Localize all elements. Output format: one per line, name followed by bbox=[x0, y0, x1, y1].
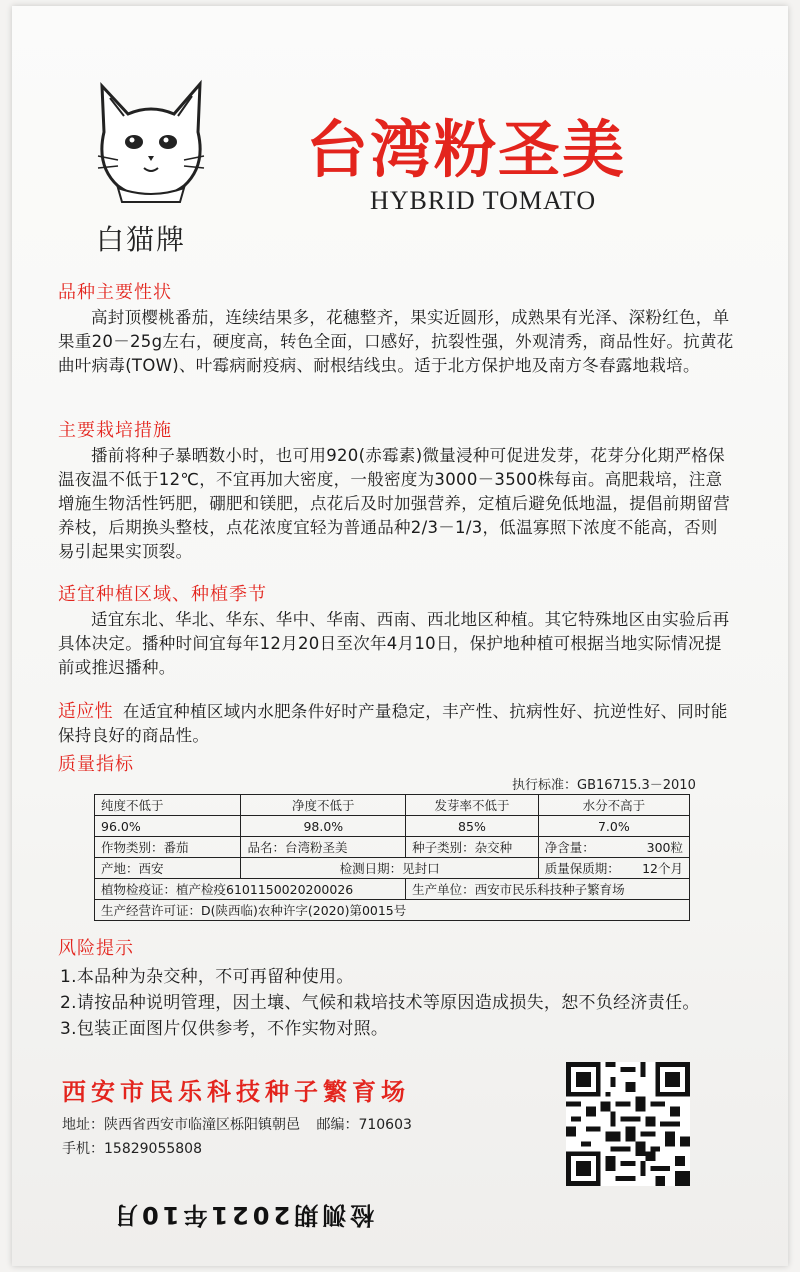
production-license: 生产经营许可证：D(陕西临)农种许字(2020)第0015号 bbox=[95, 900, 690, 921]
adaptability-paragraph bbox=[58, 700, 734, 748]
product-title: 台湾粉圣美 bbox=[306, 113, 627, 186]
table-row bbox=[95, 816, 690, 837]
qr-code-icon bbox=[566, 1062, 690, 1186]
value-moisture: 7.0% bbox=[538, 816, 689, 837]
shelf-life-value: 12个月 bbox=[642, 861, 683, 876]
product-subtitle: HYBRID TOMATO bbox=[370, 186, 597, 215]
brand-name: 白猫牌 bbox=[96, 223, 187, 256]
header-moisture: 水分不高于 bbox=[538, 795, 689, 816]
test-period-stamp: 检测期2021年10月 bbox=[110, 1201, 375, 1229]
white-cat-logo-icon bbox=[88, 76, 214, 206]
quality-table bbox=[94, 794, 690, 921]
value-cleanliness: 98.0% bbox=[241, 816, 406, 837]
net-content-label: 净含量： bbox=[544, 840, 595, 855]
section-title-risk: 风险提示 bbox=[58, 938, 134, 959]
region-text: 适宜东北、华北、华东、华中、华南、西南、西北地区种植。其它特殊地区由实验后再具体决定。播种时间宜每年12月20日至次年4月10日，保护地种植可根据当地实际情况提前或推迟播种。 bbox=[58, 610, 730, 677]
table-row bbox=[95, 795, 690, 816]
postcode: 邮编：710603 bbox=[316, 1117, 412, 1133]
table-row bbox=[95, 837, 690, 858]
address-line bbox=[62, 1114, 412, 1134]
table-row bbox=[95, 858, 690, 879]
seed-type: 种子类别：杂交种 bbox=[406, 837, 539, 858]
quarantine-cert: 植物检疫证：植产检疫6101150020200026 bbox=[95, 879, 406, 900]
header-purity: 纯度不低于 bbox=[95, 795, 241, 816]
variety-name: 品名：台湾粉圣美 bbox=[241, 837, 406, 858]
quality-standard: 执行标准：GB16715.3－2010 bbox=[512, 778, 696, 793]
cultivation-text: 播前将种子暴晒数小时，也可用920(赤霉素)微量浸种可促进发芽，花芽分化期严格保温夜温不低于12℃，不宜再加大密度，一般密度为3000－3500株每亩。高肥栽培，注意增施生物活性钙肥，硼肥和镁肥，点花后及时加强营养，定植后避免低地温，提倡前期留营养枝，后期换头整枝，点花浓度宜轻为普通品种2/3－1/3，低温寡照下浓度不能高，否则易引起果实顶裂。 bbox=[58, 446, 730, 561]
net-content-value: 300粒 bbox=[646, 840, 683, 855]
section-title-cultivation: 主要栽培措施 bbox=[58, 420, 172, 441]
traits-text: 高封顶樱桃番茄，连续结果多，花穗整齐，果实近圆形，成熟果有光泽、深粉红色，单果重20－25g左右，硬度高，转色全面，口感好，抗裂性强，外观清秀，商品性好。抗黄花曲叶病毒(TOW)、叶霉病耐疫病、耐根结线虫。适于北方保护地及南方冬春露地栽培。 bbox=[58, 308, 734, 375]
section-title-region: 适宜种植区域、种植季节 bbox=[58, 584, 267, 605]
shelf-life bbox=[538, 858, 689, 879]
risk-item-3: 3.包装正面图片仅供参考，不作实物对照。 bbox=[60, 1019, 389, 1039]
section-title-quality: 质量指标 bbox=[58, 754, 134, 775]
value-germination: 85% bbox=[406, 816, 539, 837]
table-row bbox=[95, 879, 690, 900]
address: 地址：陕西省西安市临潼区栎阳镇朝邑 bbox=[62, 1117, 300, 1133]
value-purity: 96.0% bbox=[95, 816, 241, 837]
phone: 手机：15829055808 bbox=[62, 1141, 202, 1157]
risk-item-2: 2.请按品种说明管理，因土壤、气候和栽培技术等原因造成损失，恕不负经济责任。 bbox=[60, 993, 700, 1013]
header-germination: 发芽率不低于 bbox=[406, 795, 539, 816]
shelf-life-label: 质量保质期： bbox=[544, 861, 620, 876]
net-content bbox=[538, 837, 689, 858]
crop-category: 作物类别：番茄 bbox=[95, 837, 241, 858]
table-row bbox=[95, 900, 690, 921]
company-name: 西安市民乐科技种子繁育场 bbox=[62, 1077, 410, 1106]
header-cleanliness: 净度不低于 bbox=[241, 795, 406, 816]
section-title-traits: 品种主要性状 bbox=[58, 282, 172, 303]
risk-item-1: 1.本品种为杂交种，不可再留种使用。 bbox=[60, 967, 354, 987]
section-title-adaptability: 适应性 bbox=[58, 701, 113, 722]
origin: 产地：西安 bbox=[95, 858, 241, 879]
producer: 生产单位：西安市民乐科技种子繁育场 bbox=[406, 879, 690, 900]
test-date: 检测日期：见封口 bbox=[241, 858, 538, 879]
adaptability-text: 在适宜种植区域内水肥条件好时产量稳定，丰产性、抗病性好、抗逆性好、同时能保持良好的商品性。 bbox=[58, 702, 728, 745]
